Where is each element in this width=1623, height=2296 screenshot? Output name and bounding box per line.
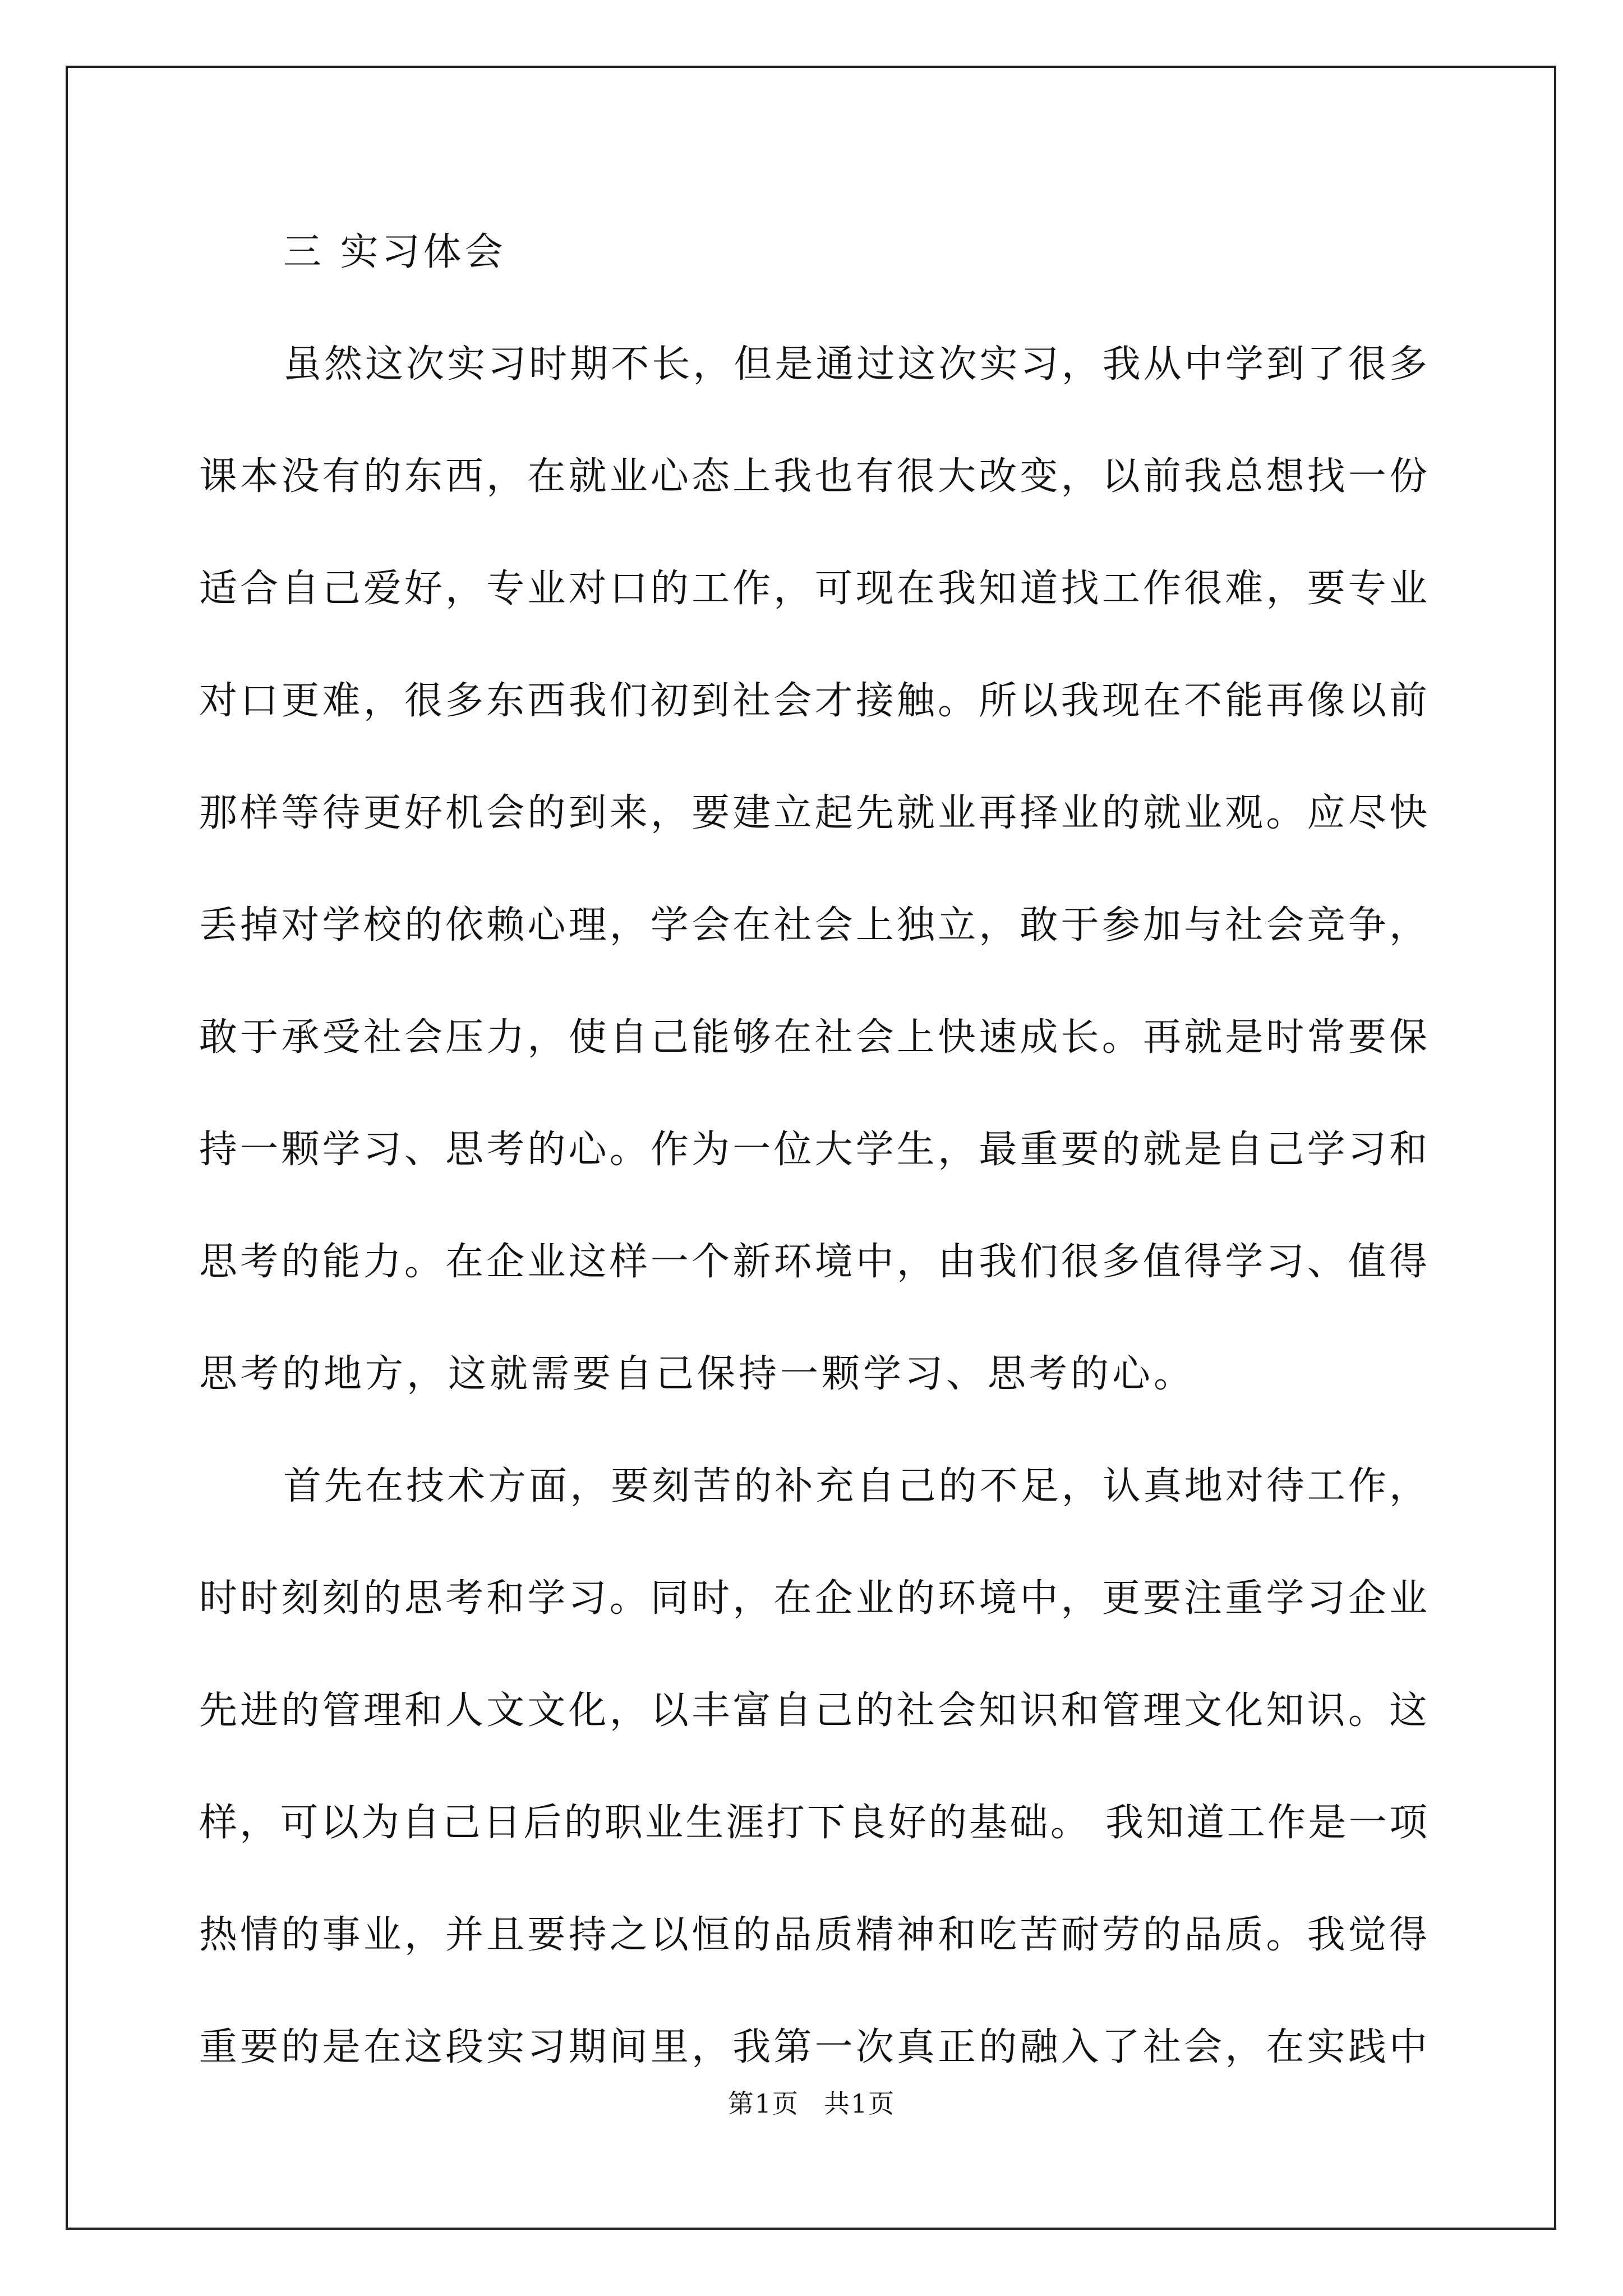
paragraph-1-line: 思考的地方，这就需要自己保持一颗学习、思考的心。: [199, 1352, 1196, 1396]
page-total: 共1页: [824, 2088, 896, 2119]
paragraph-1-line: 对口更难，很多东西我们初到社会才接触。所以我现在不能再像以前: [199, 679, 1427, 723]
paragraph-1-line: 虽然这次实习时期不长，但是通过这次实习，我从中学到了很多: [283, 342, 1427, 386]
paragraph-2-line: 首先在技术方面，要刻苦的补充自己的不足，认真地对待工作，: [283, 1464, 1427, 1508]
paragraph-1-line: 适合自己爱好，专业对口的工作，可现在我知道找工作很难，要专业: [199, 567, 1427, 611]
paragraph-1-line: 思考的能力。在企业这样一个新环境中，由我们很多值得学习、值得: [199, 1240, 1427, 1284]
paragraph-1-line: 丢掉对学校的依赖心理，学会在社会上独立，敢于参加与社会竞争，: [199, 903, 1427, 947]
paragraph-1-line: 那样等待更好机会的到来，要建立起先就业再择业的就业观。应尽快: [199, 791, 1427, 835]
page-footer: [0, 2087, 1623, 2120]
paragraph-2-line: 热情的事业，并且要持之以恒的品质精神和吃苦耐劳的品质。我觉得: [199, 1913, 1427, 1957]
paragraph-1-line: 持一颗学习、思考的心。作为一位大学生，最重要的就是自己学习和: [199, 1128, 1427, 1172]
page-number: 第1页: [727, 2088, 799, 2119]
paragraph-1-line: 敢于承受社会压力，使自己能够在社会上快速成长。再就是时常要保: [199, 1015, 1427, 1060]
section-heading: 三 实习体会: [283, 230, 506, 274]
paragraph-2-line: 重要的是在这段实习期间里，我第一次真正的融入了社会，在实践中: [199, 2025, 1427, 2069]
paragraph-2-line: 时时刻刻的思考和学习。同时，在企业的环境中，更要注重学习企业: [199, 1576, 1427, 1621]
paragraph-1-line: 课本没有的东西，在就业心态上我也有很大改变，以前我总想找一份: [199, 454, 1427, 499]
paragraph-2-line: 样，可以为自己日后的职业生涯打下良好的基础。 我知道工作是一项: [199, 1801, 1427, 1845]
paragraph-2-line: 先进的管理和人文文化，以丰富自己的社会知识和管理文化知识。这: [199, 1688, 1427, 1733]
